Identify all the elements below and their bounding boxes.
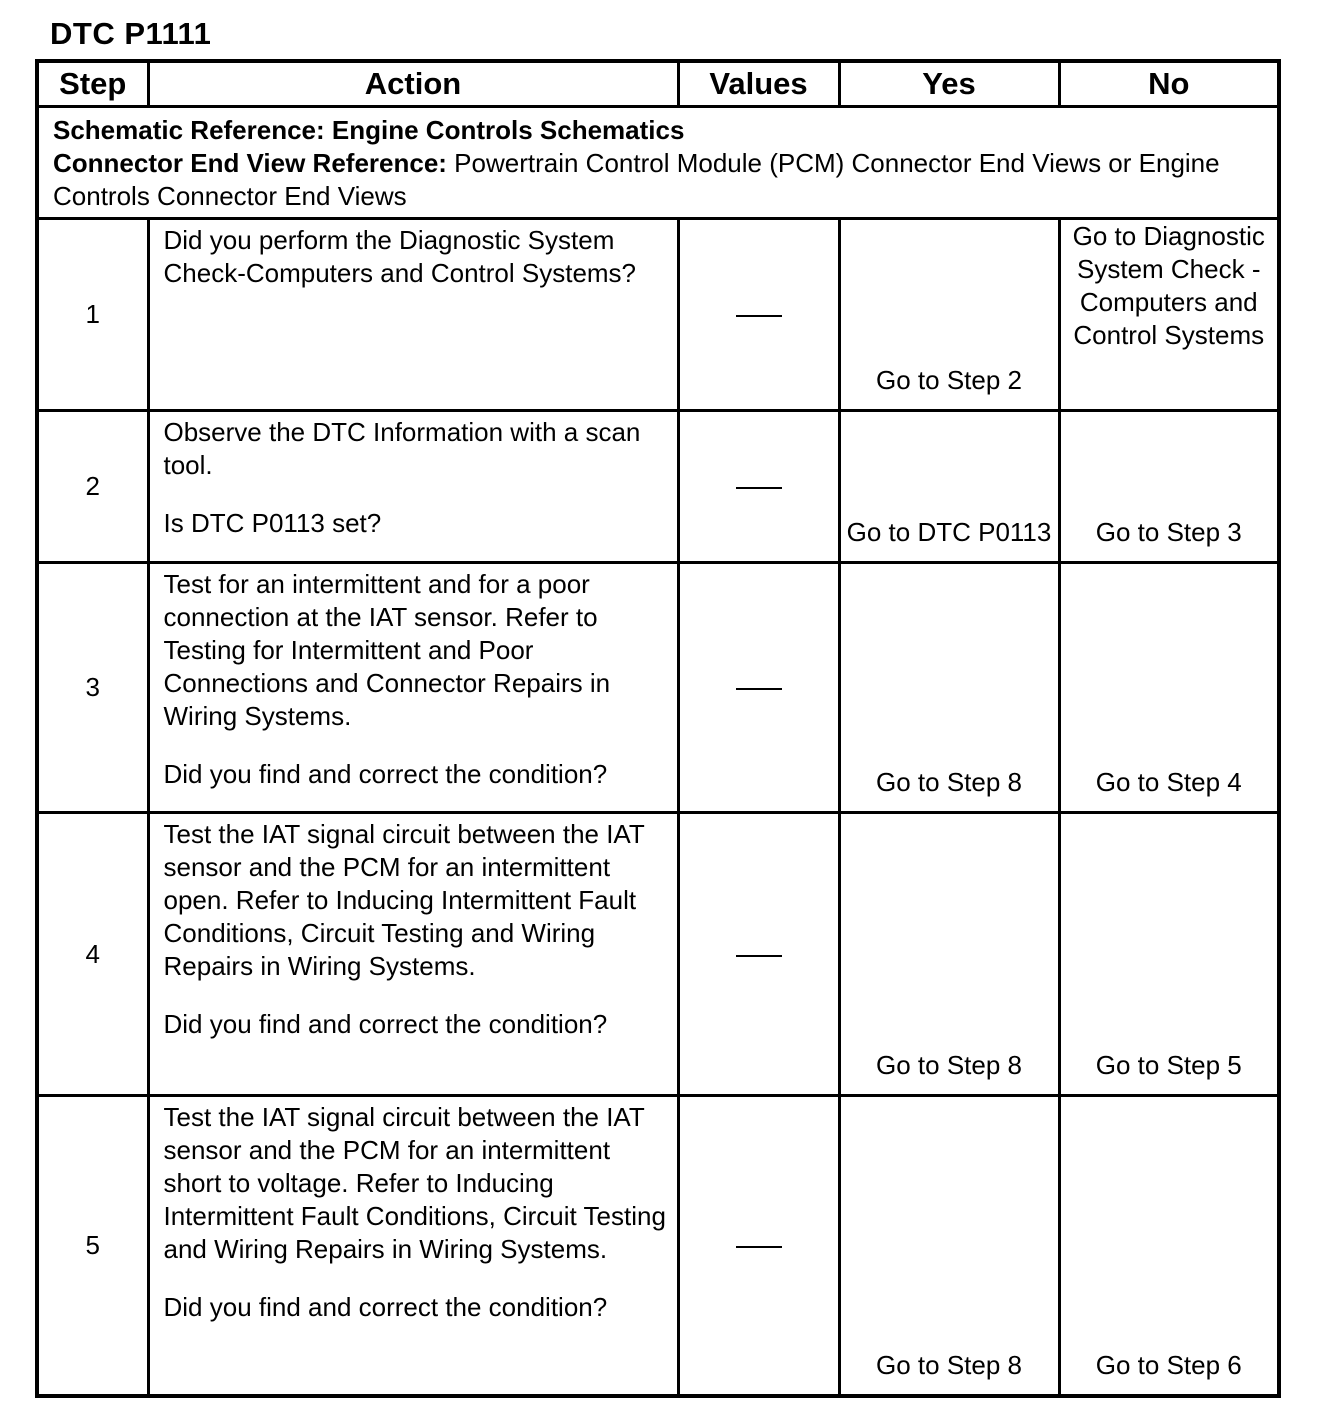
- values-cell: [678, 219, 839, 411]
- values-cell: [678, 1096, 839, 1396]
- action-cell: [148, 411, 678, 563]
- no-cell: Go to Diagnostic System Check - Computers and Control Systems: [1059, 219, 1279, 411]
- action-cell: [148, 813, 678, 1096]
- no-cell: Go to Step 3: [1059, 411, 1279, 563]
- document-title: DTC P1111: [50, 16, 212, 51]
- values-cell: [678, 813, 839, 1096]
- header-no: No: [1059, 61, 1279, 107]
- value-dash: [736, 1246, 782, 1248]
- action-text: Test the IAT signal circuit between the IAT sensor and the PCM for an intermittent open. Refer to Inducing Intermittent Fault Conditions, Circuit Testing and Wiring Repairs in Wiring Systems.: [163, 819, 645, 981]
- header-yes: Yes: [839, 61, 1059, 107]
- connector-reference-label: Connector End View Reference:: [53, 148, 447, 178]
- yes-cell: Go to Step 2: [839, 219, 1059, 411]
- no-cell: Go to Step 4: [1059, 563, 1279, 813]
- connector-reference-text: Powertrain Control Module (PCM) Connector End Views or Engine Controls Connector End Views: [53, 148, 1220, 211]
- no-cell: Go to Step 5: [1059, 813, 1279, 1096]
- value-dash: [736, 955, 782, 957]
- yes-cell: Go to DTC P0113: [839, 411, 1059, 563]
- schematic-reference: Schematic Reference: Engine Controls Schematics: [53, 115, 685, 145]
- yes-cell: Go to Step 8: [839, 813, 1059, 1096]
- step-number: 3: [37, 563, 148, 813]
- table-row: [37, 1096, 1279, 1396]
- action-text: Test for an intermittent and for a poor connection at the IAT sensor. Refer to Testing for Intermittent and Poor Connections and Connector Repairs in Wiring Systems.: [163, 569, 611, 731]
- values-cell: [678, 563, 839, 813]
- value-dash: [736, 315, 782, 317]
- reference-cell: [37, 107, 1279, 219]
- value-dash: [736, 688, 782, 690]
- step-number: 5: [37, 1096, 148, 1396]
- header-values: Values: [678, 61, 839, 107]
- reference-row: [37, 107, 1279, 219]
- values-cell: [678, 411, 839, 563]
- connector-reference: [53, 147, 1277, 213]
- step-number: 1: [37, 219, 148, 411]
- action-text: Observe the DTC Information with a scan tool.: [163, 417, 641, 480]
- table-row: [37, 411, 1279, 563]
- table-row: [37, 219, 1279, 411]
- step-number: 4: [37, 813, 148, 1096]
- action-cell: [148, 1096, 678, 1396]
- header-action: Action: [148, 61, 678, 107]
- diagnostic-table: [35, 59, 1281, 1398]
- action-question: Did you find and correct the condition?: [163, 1009, 608, 1039]
- header-row: [37, 61, 1279, 107]
- action-question: Is DTC P0113 set?: [163, 508, 382, 538]
- no-cell: Go to Step 6: [1059, 1096, 1279, 1396]
- action-question: Did you find and correct the condition?: [163, 1292, 608, 1322]
- yes-cell: Go to Step 8: [839, 1096, 1059, 1396]
- action-text: Did you perform the Diagnostic System Check-Computers and Control Systems?: [163, 225, 637, 288]
- value-dash: [736, 487, 782, 489]
- action-text: Test the IAT signal circuit between the IAT sensor and the PCM for an intermittent short to voltage. Refer to Inducing Intermittent Fault Conditions, Circuit Testing and Wiring Repairs in Wiring Systems.: [163, 1102, 666, 1264]
- action-cell: [148, 563, 678, 813]
- table-row: [37, 813, 1279, 1096]
- table-row: [37, 563, 1279, 813]
- step-number: 2: [37, 411, 148, 563]
- action-question: Did you find and correct the condition?: [163, 759, 608, 789]
- yes-cell: Go to Step 8: [839, 563, 1059, 813]
- action-cell: [148, 219, 678, 411]
- header-step: Step: [37, 61, 148, 107]
